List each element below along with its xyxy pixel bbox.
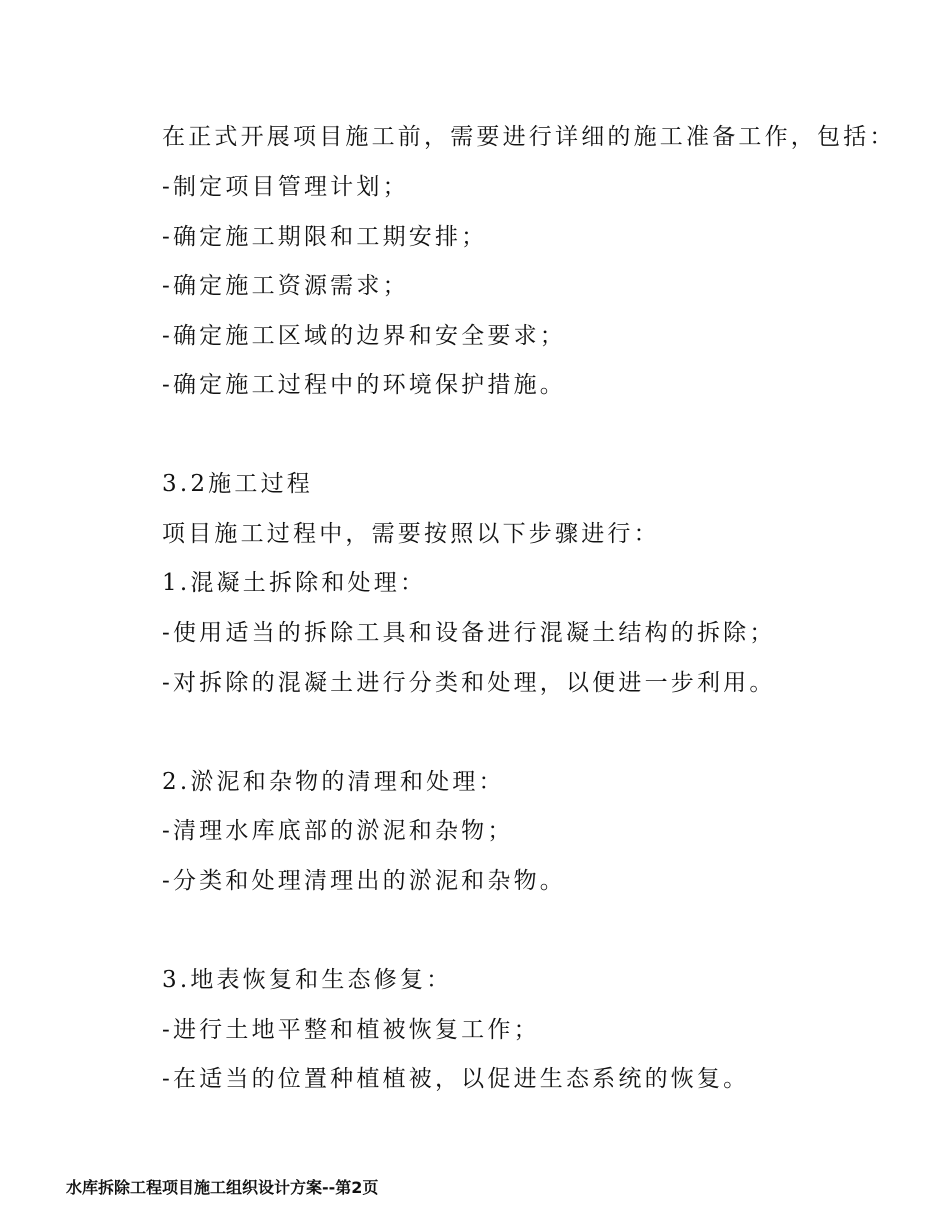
step-heading: 3.地表恢复和生态修复： xyxy=(162,967,453,993)
intro-paragraph: 在正式开展项目施工前，需要进行详细的施工准备工作，包括： xyxy=(162,124,896,150)
list-item: -对拆除的混凝土进行分类和处理，以便进一步利用。 xyxy=(162,670,776,696)
list-item: -确定施工期限和工期安排； xyxy=(162,224,488,250)
list-item: -分类和处理清理出的淤泥和杂物。 xyxy=(162,868,566,894)
step-heading: 2.淤泥和杂物的清理和处理： xyxy=(162,769,505,795)
list-item: -确定施工过程中的环境保护措施。 xyxy=(162,372,566,398)
list-item: -确定施工区域的边界和安全要求； xyxy=(162,323,566,349)
list-item: -制定项目管理计划； xyxy=(162,174,409,200)
list-item: -确定施工资源需求； xyxy=(162,273,409,299)
list-item: -清理水库底部的淤泥和杂物； xyxy=(162,818,514,844)
list-item: -使用适当的拆除工具和设备进行混凝土结构的拆除； xyxy=(162,620,776,646)
list-item: -在适当的位置种植植被，以促进生态系统的恢复。 xyxy=(162,1066,750,1092)
section-intro: 项目施工过程中，需要按照以下步骤进行： xyxy=(162,521,660,547)
page-footer: 水库拆除工程项目施工组织设计方案--第2页 xyxy=(66,1178,379,1197)
step-heading: 1.混凝土拆除和处理： xyxy=(162,570,427,596)
list-item: -进行土地平整和植被恢复工作； xyxy=(162,1017,540,1043)
section-heading: 3.2施工过程 xyxy=(162,471,313,497)
